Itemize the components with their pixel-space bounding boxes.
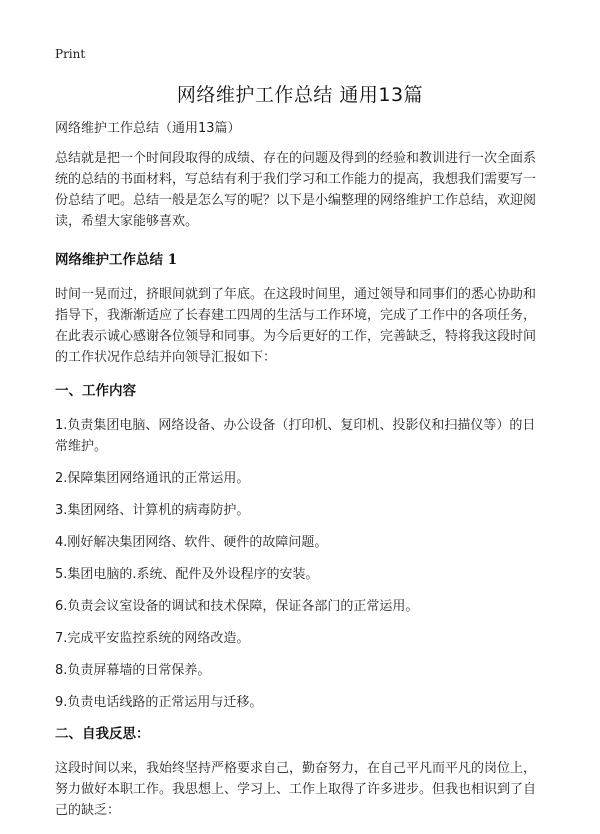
work-item: 6.负责会议室设备的调试和技术保障，保证各部门的正常运用。 bbox=[55, 599, 419, 614]
work-item: 5.集团电脑的.系统、配件及外设程序的安装。 bbox=[55, 567, 319, 582]
work-item: 7.完成平安监控系统的网络改造。 bbox=[55, 631, 250, 646]
opening-paragraph: 时间一晃而过，挤眼间就到了年底。在这段时间里，通过领导和同事们的悉心协助和指导下，我渐渐适应了长春建工四周的生活与工作环境，完成了工作中的各项任务，在此表示诚心感谢各位领导和同事。为今后更好的工作，完善缺乏，特将我这段时间的工作状况作总结并向领导汇报如下： bbox=[55, 287, 537, 365]
work-item: 2.保障集团网络通讯的正常运用。 bbox=[55, 471, 250, 486]
page-title: 网络维护工作总结 通用13篇 bbox=[176, 84, 424, 106]
print-link[interactable]: Print bbox=[55, 47, 86, 61]
document-subtitle: 网络维护工作总结（通用13篇） bbox=[55, 121, 241, 136]
work-item: 1.负责集团电脑、网络设备、办公设备（打印机、复印机、投影仪和扫描仪等）的日常维护。 bbox=[55, 418, 536, 454]
intro-paragraph: 总结就是把一个时间段取得的成绩、存在的问题及得到的经验和教训进行一次全面系统的总结的书面材料，写总结有利于我们学习和工作能力的提高，我想我们需要写一份总结了吧。总结一般是怎么写的呢？以下是小编整理的网络维护工作总结，欢迎阅读，希望大家能够喜欢。 bbox=[55, 151, 537, 229]
work-heading: 一、工作内容 bbox=[55, 383, 136, 399]
section-heading: 网络维护工作总结 1 bbox=[55, 252, 178, 268]
reflection-paragraph: 这段时间以来，我始终坚持严格要求自己，勤奋努力，在自己平凡而平凡的岗位上，努力做好本职工作。我思想上、学习上、工作上取得了许多进步。但我也相识到了自己的缺乏： bbox=[55, 761, 537, 818]
work-item: 4.刚好解决集团网络、软件、硬件的故障问题。 bbox=[55, 535, 328, 550]
work-item: 8.负责屏幕墙的日常保养。 bbox=[55, 663, 211, 678]
work-item: 3.集团网络、计算机的病毒防护。 bbox=[55, 503, 250, 518]
reflection-heading: 二、自我反思： bbox=[55, 726, 150, 742]
document-body bbox=[55, 118, 547, 834]
work-item: 9.负责电话线路的正常运用与迁移。 bbox=[55, 695, 263, 710]
